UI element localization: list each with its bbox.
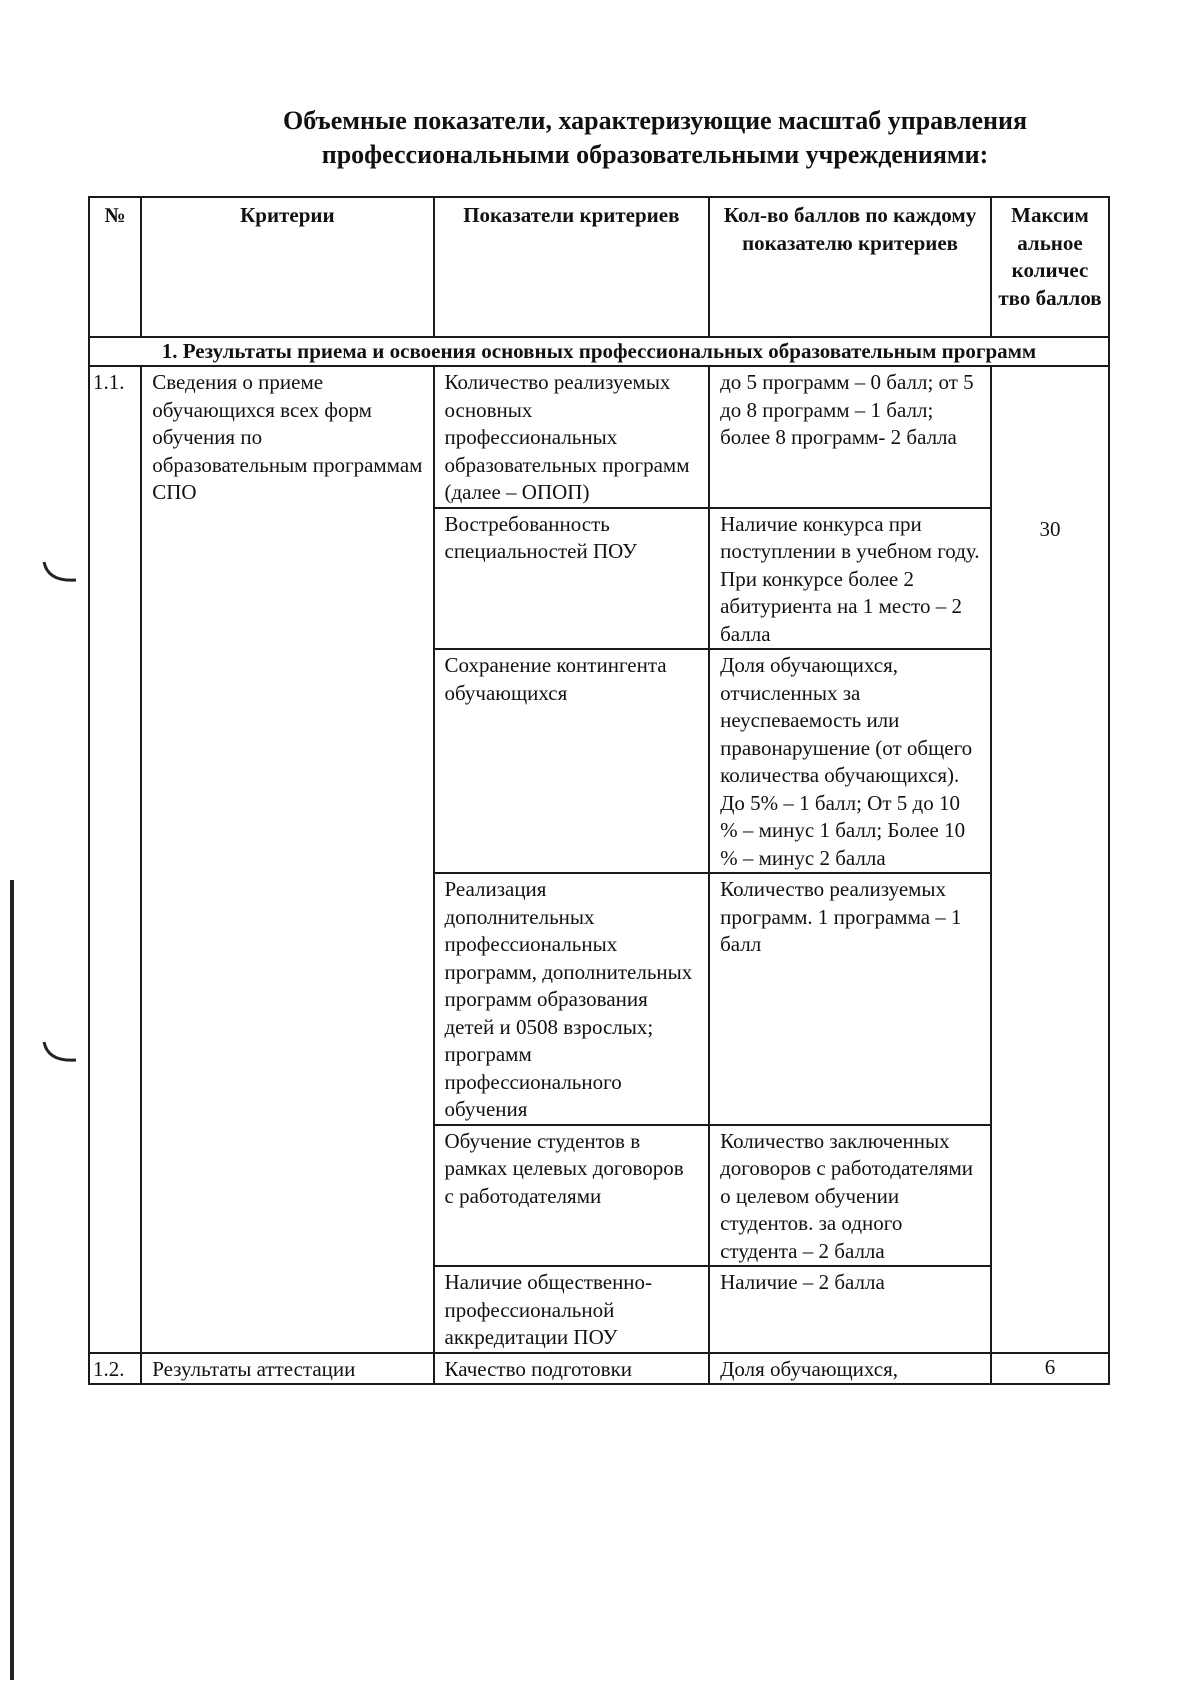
indicator-cell: Реализация дополнительных профессиональных программ, дополнительных программ образования детей и 0508 взрослых; программ профессионального обучения <box>434 873 710 1125</box>
title-line-1: Объемные показатели, характеризующие масштаб управления <box>282 106 1028 135</box>
header-criteria: Критерии <box>141 197 433 337</box>
item-number: 1.2. <box>89 1353 141 1385</box>
points-cell: Доля обучающихся, <box>709 1353 991 1385</box>
header-num: № <box>89 197 141 337</box>
scan-binding-mark <box>10 880 14 1680</box>
header-indicators: Показатели критериев <box>434 197 710 337</box>
indicator-cell: Качество подготовки <box>434 1353 710 1385</box>
points-cell: Количество заключенных договоров с работодателями о целевом обучении студентов. за одного студента – 2 балла <box>709 1125 991 1267</box>
section-row <box>89 337 1109 366</box>
table-row <box>89 366 1109 508</box>
points-cell: Наличие – 2 балла <box>709 1266 991 1353</box>
indicator-cell: Сохранение контингента обучающихся <box>434 649 710 873</box>
table-row <box>89 1353 1109 1385</box>
criteria-table <box>88 196 1110 1385</box>
indicator-cell: Наличие общественно-профессиональной аккредитации ПОУ <box>434 1266 710 1353</box>
max-points-value: 30 <box>1039 516 1061 541</box>
section-1-heading: 1. Результаты приема и освоения основных профессиональных образовательным программ <box>89 337 1109 366</box>
points-cell: до 5 программ – 0 балл; от 5 до 8 программ – 1 балл; более 8 программ- 2 балла <box>709 366 991 508</box>
criteria-cell: Результаты аттестации <box>141 1353 433 1385</box>
scan-bracket-mark <box>40 560 80 590</box>
document-title <box>140 104 1170 172</box>
header-max: Максим альное количес тво баллов <box>991 197 1109 337</box>
item-number: 1.1. <box>89 366 141 1353</box>
points-cell: Наличие конкурса при поступлении в учебном году. При конкурсе более 2 абитуриента на 1 место – 2 балла <box>709 508 991 650</box>
criteria-cell: Сведения о приеме обучающихся всех форм обучения по образовательным программам СПО <box>141 366 433 1353</box>
indicator-cell: Востребованность специальностей ПОУ <box>434 508 710 650</box>
points-cell: Доля обучающихся, отчисленных за неуспеваемость или правонарушение (от общего количества обучающихся). До 5% – 1 балл; От 5 до 10 % – минус 1 балл; Более 10 % – минус 2 балла <box>709 649 991 873</box>
max-points-cell <box>991 366 1109 1353</box>
indicator-cell: Количество реализуемых основных профессиональных образовательных программ (далее – ОПОП) <box>434 366 710 508</box>
header-points: Кол-во баллов по каждому показателю критериев <box>709 197 991 337</box>
title-line-2: профессиональными образовательными учреждениями: <box>321 140 989 169</box>
scan-bracket-mark <box>40 1040 80 1070</box>
points-cell: Количество реализуемых программ. 1 программа – 1 балл <box>709 873 991 1125</box>
header-row <box>89 197 1109 337</box>
indicator-cell: Обучение студентов в рамках целевых договоров с работодателями <box>434 1125 710 1267</box>
max-points-cell: 6 <box>991 1353 1109 1385</box>
